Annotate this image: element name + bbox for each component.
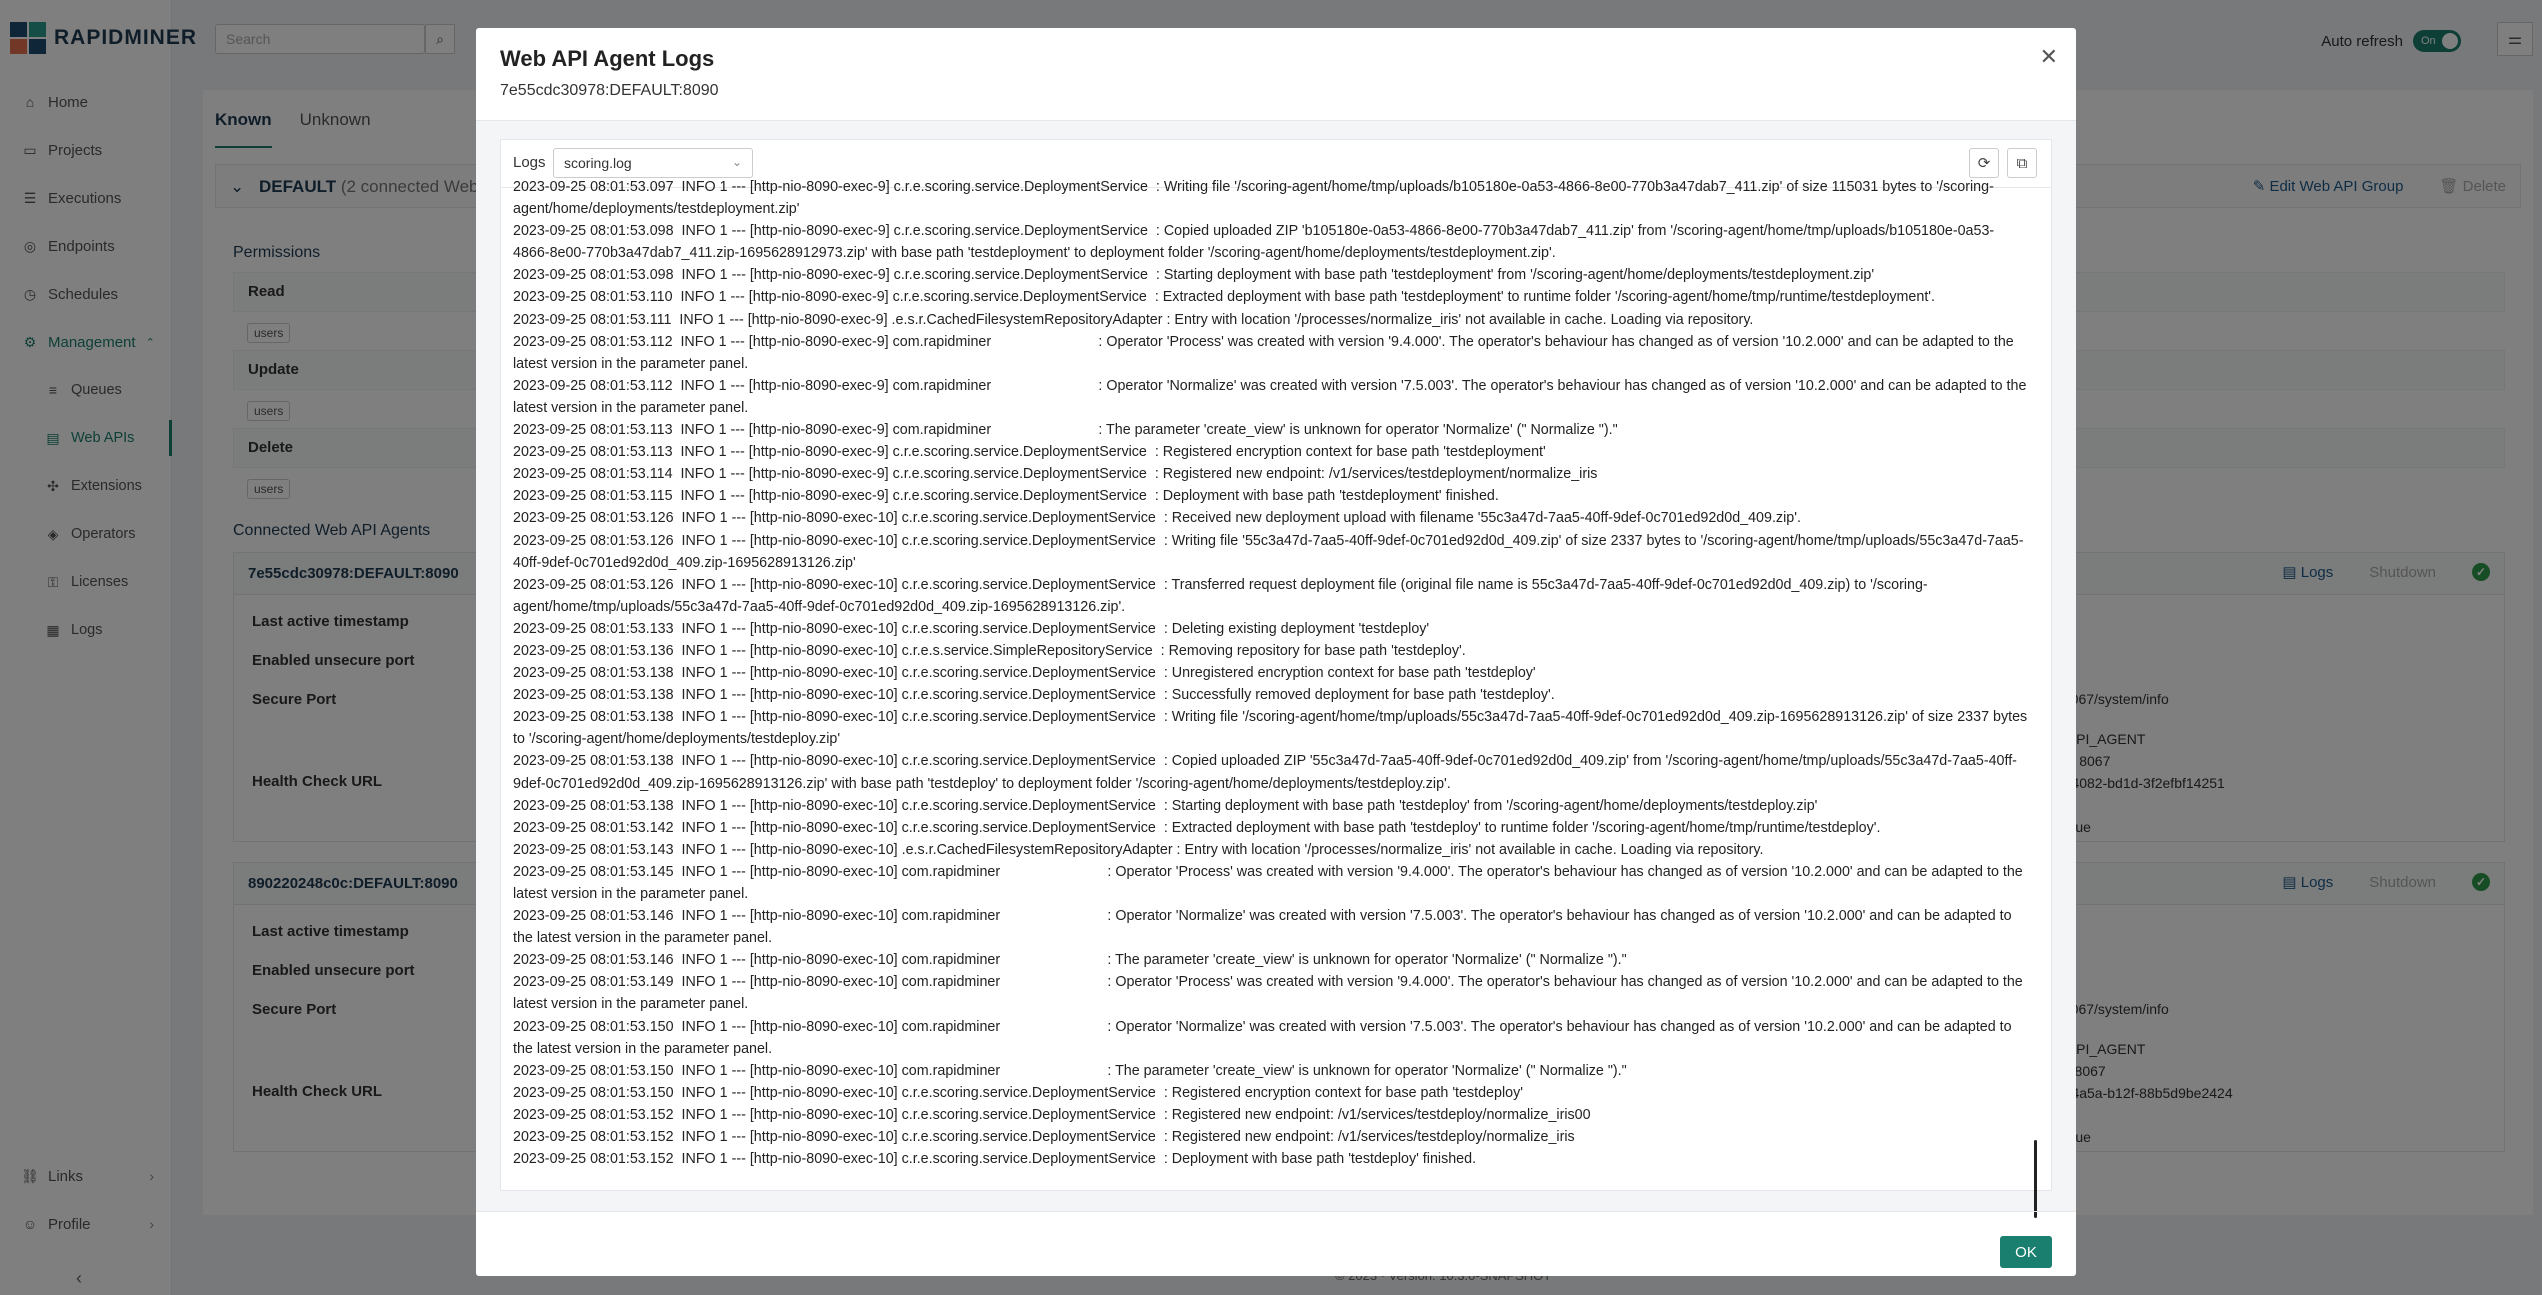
- log-line: 2023-09-25 08:01:53.152 INFO 1 --- [http-nio-8090-exec-10] c.r.e.scoring.service.DeploymentService : Registered new endpoint: /v1/services/testdeploy/normalize_iris: [513, 1129, 1575, 1146]
- log-line: 2023-09-25 08:01:53.150 INFO 1 --- [http-nio-8090-exec-10] c.r.e.scoring.service.DeploymentService : Registered encryption context for base path 'testdeploy': [513, 1084, 1523, 1101]
- log-line: 2023-09-25 08:01:53.113 INFO 1 --- [http-nio-8090-exec-9] c.r.e.scoring.service.DeploymentService : Registered encryption context for base path 'testdeployment': [513, 444, 1546, 461]
- log-line: 2023-09-25 08:01:53.150 INFO 1 --- [http-nio-8090-exec-10] com.rapidminer : Operator 'Normalize' was created with version '7.5.003'. The operator's behaviour has changed as of version '10.2.000' and can be adapted to the latest version in the parameter panel.: [513, 1018, 2016, 1057]
- modal-title: Web API Agent Logs: [500, 46, 715, 71]
- log-line: 2023-09-25 08:01:53.152 INFO 1 --- [http-nio-8090-exec-10] c.r.e.scoring.service.DeploymentService : Registered new endpoint: /v1/services/testdeploy/normalize_iris00: [513, 1106, 1591, 1123]
- log-line: 2023-09-25 08:01:53.145 INFO 1 --- [http-nio-8090-exec-10] com.rapidminer : Operator 'Process' was created with version '9.4.000'. The operator's behaviour has changed as of version '10.2.000' and can be adapted to the latest version in the parameter panel.: [513, 863, 2027, 902]
- ok-button[interactable]: OK: [2000, 1236, 2052, 1268]
- log-file-value: scoring.log: [564, 155, 632, 171]
- log-line: 2023-09-25 08:01:53.138 INFO 1 --- [http-nio-8090-exec-10] c.r.e.scoring.service.DeploymentService : Unregistered encryption context for base path 'testdeploy': [513, 665, 1536, 682]
- log-line: 2023-09-25 08:01:53.146 INFO 1 --- [http-nio-8090-exec-10] com.rapidminer : Operator 'Normalize' was created with version '7.5.003'. The operator's behaviour has changed as of version '10.2.000' and can be adapted to the latest version in the parameter panel.: [513, 908, 2016, 947]
- copy-icon[interactable]: ⧉: [2007, 148, 2037, 178]
- log-line: 2023-09-25 08:01:53.136 INFO 1 --- [http-nio-8090-exec-10] c.r.e.s.service.SimpleRepositoryService : Removing repository for base path 'testdeploy'.: [513, 642, 1466, 659]
- log-line: 2023-09-25 08:01:53.112 INFO 1 --- [http-nio-8090-exec-9] com.rapidminer : Operator 'Normalize' was created with version '7.5.003'. The operator's behaviour has changed as of version '10.2.000' and can be adapted to the latest version in the parameter panel.: [513, 377, 2031, 416]
- log-line: 2023-09-25 08:01:53.098 INFO 1 --- [http-nio-8090-exec-9] c.r.e.scoring.service.DeploymentService : Copied uploaded ZIP 'b105180e-0a53-4866-8e00-770b3a47dab7_411.zip' from '/scoring-agent/home/tmp/uploads/b105180e-0a53-4866-8e00-770b3a47dab7_411.zip-1695628912973.zip' with base path 'testdeployment' to deployment folder '/scoring-agent/home/deployments/testdeployment.zip'.: [513, 223, 1995, 262]
- log-line: 2023-09-25 08:01:53.138 INFO 1 --- [http-nio-8090-exec-10] c.r.e.scoring.service.DeploymentService : Successfully removed deployment for base path 'testdeploy'.: [513, 687, 1555, 704]
- log-line: 2023-09-25 08:01:53.126 INFO 1 --- [http-nio-8090-exec-10] c.r.e.scoring.service.DeploymentService : Writing file '55c3a47d-7aa5-40ff-9def-0c701ed92d0d_409.zip' of size 2337 bytes to '/scoring-agent/home/tmp/uploads/55c3a47d-7aa5-40ff-9def-0c701ed92d0d_409.zip-1695628913126.zip': [513, 532, 2024, 571]
- log-line: 2023-09-25 08:01:53.112 INFO 1 --- [http-nio-8090-exec-9] com.rapidminer : Operator 'Process' was created with version '9.4.000'. The operator's behaviour has changed as of version '10.2.000' and can be adapted to the latest version in the parameter panel.: [513, 333, 2018, 372]
- scrollbar-thumb[interactable]: [2034, 1140, 2037, 1218]
- log-line: 2023-09-25 08:01:53.150 INFO 1 --- [http-nio-8090-exec-10] com.rapidminer : The parameter 'create_view' is unknown for operator 'Normalize' (" Normalize ").": [513, 1062, 1627, 1079]
- log-line: 2023-09-25 08:01:53.110 INFO 1 --- [http-nio-8090-exec-9] c.r.e.scoring.service.DeploymentService : Extracted deployment with base path 'testdeployment' to runtime folder '/scoring-agent/home/tmp/runtime/testdeployment'.: [513, 289, 1935, 306]
- close-icon[interactable]: ✕: [2039, 44, 2058, 69]
- log-file-select[interactable]: [553, 148, 753, 178]
- logs-label: Logs: [513, 154, 546, 171]
- log-line: 2023-09-25 08:01:53.133 INFO 1 --- [http-nio-8090-exec-10] c.r.e.scoring.service.DeploymentService : Deleting existing deployment 'testdeploy': [513, 620, 1430, 637]
- log-content[interactable]: [513, 179, 2032, 1188]
- modal-subtitle: 7e55cdc30978:DEFAULT:8090: [500, 82, 719, 99]
- log-line: 2023-09-25 08:01:53.097 INFO 1 --- [http-nio-8090-exec-9] c.r.e.scoring.service.DeploymentService : Writing file '/scoring-agent/home/tmp/uploads/b105180e-0a53-4866-8e00-770b3a47dab7_411.zip' of size 115031 bytes to '/scoring-agent/home/deployments/testdeployment.zip': [513, 179, 1994, 218]
- log-line: 2023-09-25 08:01:53.146 INFO 1 --- [http-nio-8090-exec-10] com.rapidminer : The parameter 'create_view' is unknown for operator 'Normalize' (" Normalize ").": [513, 952, 1627, 969]
- log-line: 2023-09-25 08:01:53.114 INFO 1 --- [http-nio-8090-exec-9] c.r.e.scoring.service.DeploymentService : Registered new endpoint: /v1/services/testdeployment/normalize_iris: [513, 466, 1598, 483]
- log-line: 2023-09-25 08:01:53.113 INFO 1 --- [http-nio-8090-exec-9] com.rapidminer : The parameter 'create_view' is unknown for operator 'Normalize' (" Normalize ").": [513, 422, 1618, 439]
- log-line: 2023-09-25 08:01:53.138 INFO 1 --- [http-nio-8090-exec-10] c.r.e.scoring.service.DeploymentService : Copied uploaded ZIP '55c3a47d-7aa5-40ff-9def-0c701ed92d0d_409.zip' from '/scoring-agent/home/tmp/uploads/55c3a47d-7aa5-40ff-9def-0c701ed92d0d_409.zip-1695628913126.zip' with base path 'testdeploy' to deployment folder '/scoring-agent/home/deployments/testdeploy.zip'.: [513, 753, 2017, 792]
- log-line: 2023-09-25 08:01:53.115 INFO 1 --- [http-nio-8090-exec-9] c.r.e.scoring.service.DeploymentService : Deployment with base path 'testdeployment' finished.: [513, 488, 1499, 505]
- log-line: 2023-09-25 08:01:53.143 INFO 1 --- [http-nio-8090-exec-10] .e.s.r.CachedFilesystemRepositoryAdapter : Entry with location '/processes/normalize_iris' not available in cache. Loading via repository.: [513, 841, 1764, 858]
- logs-modal: [476, 28, 2076, 1276]
- chevron-down-icon: ⌄: [731, 155, 742, 169]
- log-line: 2023-09-25 08:01:53.142 INFO 1 --- [http-nio-8090-exec-10] c.r.e.scoring.service.DeploymentService : Extracted deployment with base path 'testdeploy' to runtime folder '/scoring-agent/home/tmp/runtime/testdeploy'.: [513, 819, 1881, 836]
- log-line: 2023-09-25 08:01:53.126 INFO 1 --- [http-nio-8090-exec-10] c.r.e.scoring.service.DeploymentService : Received new deployment upload with filename '55c3a47d-7aa5-40ff-9def-0c701ed92d0d_409.zip'.: [513, 510, 1801, 527]
- log-line: 2023-09-25 08:01:53.149 INFO 1 --- [http-nio-8090-exec-10] com.rapidminer : Operator 'Process' was created with version '9.4.000'. The operator's behaviour has changed as of version '10.2.000' and can be adapted to the latest version in the parameter panel.: [513, 974, 2027, 1013]
- log-line: 2023-09-25 08:01:53.138 INFO 1 --- [http-nio-8090-exec-10] c.r.e.scoring.service.DeploymentService : Writing file '/scoring-agent/home/tmp/uploads/55c3a47d-7aa5-40ff-9def-0c701ed92d0d_409.zip-1695628913126.zip' of size 2337 bytes to '/scoring-agent/home/deployments/testdeploy.zip': [513, 709, 2032, 748]
- refresh-icon[interactable]: ⟳: [1969, 148, 1999, 178]
- log-line: 2023-09-25 08:01:53.138 INFO 1 --- [http-nio-8090-exec-10] c.r.e.scoring.service.DeploymentService : Starting deployment with base path 'testdeploy' from '/scoring-agent/home/deployments/testdeploy.zip': [513, 797, 1818, 814]
- log-line: 2023-09-25 08:01:53.152 INFO 1 --- [http-nio-8090-exec-10] c.r.e.scoring.service.DeploymentService : Deployment with base path 'testdeploy' finished.: [513, 1151, 1477, 1168]
- divider: [476, 1211, 2076, 1212]
- log-line: 2023-09-25 08:01:53.126 INFO 1 --- [http-nio-8090-exec-10] c.r.e.scoring.service.DeploymentService : Transferred request deployment file (original file name is 55c3a47d-7aa5-40ff-9def-0c701ed92d0d_409.zip) to '/scoring-agent/home/tmp/uploads/55c3a47d-7aa5-40ff-9def-0c701ed92d0d_409.zip-1695628913126.zip'.: [513, 576, 1928, 615]
- modal-body: [476, 121, 2076, 1211]
- log-panel: [500, 139, 2052, 1191]
- log-line: 2023-09-25 08:01:53.098 INFO 1 --- [http-nio-8090-exec-9] c.r.e.scoring.service.DeploymentService : Starting deployment with base path 'testdeployment' from '/scoring-agent/home/deployments/testdeployment.zip': [513, 267, 1875, 284]
- log-line: 2023-09-25 08:01:53.111 INFO 1 --- [http-nio-8090-exec-9] .e.s.r.CachedFilesystemRepositoryAdapter : Entry with location '/processes/normalize_iris' not available in cache. Loading via repository.: [513, 311, 1754, 328]
